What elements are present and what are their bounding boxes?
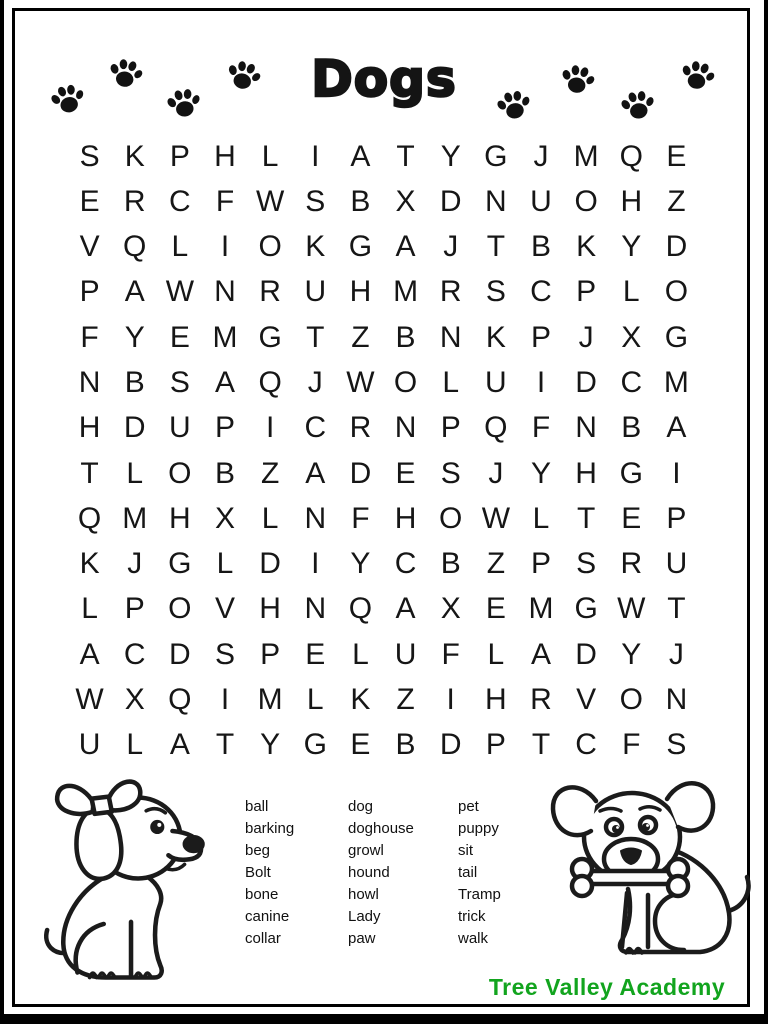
grid-letter-r14c3: A — [169, 728, 190, 762]
word-item: growl — [348, 842, 384, 859]
grid-letter-r11c6: N — [304, 592, 327, 626]
grid-letter-r1c3: P — [169, 139, 190, 173]
grid-letter-r1c2: K — [124, 139, 145, 173]
grid-letter-r4c11: C — [530, 275, 552, 309]
grid-letter-r3c10: T — [486, 230, 506, 264]
grid-letter-r10c9: B — [440, 547, 461, 581]
grid-letter-r13c3: Q — [168, 683, 192, 717]
grid-letter-r1c8: T — [396, 139, 415, 173]
grid-letter-r6c7: W — [346, 366, 375, 400]
grid-letter-r2c4: F — [215, 184, 235, 218]
grid-letter-r8c13: G — [619, 456, 643, 490]
grid-letter-r9c13: E — [621, 501, 642, 535]
grid-letter-r10c12: S — [576, 547, 597, 581]
grid-letter-r8c7: D — [349, 456, 372, 490]
grid-letter-r5c8: B — [395, 320, 416, 354]
word-list-column-1 — [245, 796, 294, 950]
grid-letter-r5c2: Y — [124, 320, 145, 354]
grid-letter-r1c10: G — [484, 139, 508, 173]
grid-letter-r3c6: K — [305, 230, 326, 264]
grid-letter-r13c10: H — [485, 683, 507, 717]
word-item: collar — [245, 930, 281, 947]
grid-letter-r7c3: U — [169, 411, 191, 445]
grid-letter-r6c12: D — [575, 366, 597, 400]
grid-letter-r7c2: D — [123, 411, 146, 445]
paw-print-icon — [615, 83, 659, 127]
word-item: trick — [458, 908, 486, 925]
word-item: walk — [458, 930, 489, 947]
grid-letter-r8c2: L — [126, 456, 144, 490]
grid-letter-r8c9: S — [440, 456, 461, 490]
grid-letter-r10c5: D — [259, 547, 281, 581]
word-item: Lady — [348, 908, 381, 925]
grid-letter-r4c1: P — [79, 275, 100, 309]
puzzle-title: Dogs — [311, 50, 457, 108]
word-item: pet — [458, 798, 479, 815]
word-item: doghouse — [348, 820, 414, 837]
word-item: Bolt — [245, 864, 271, 881]
grid-letter-r3c11: B — [530, 230, 551, 264]
grid-letter-r9c1: Q — [77, 501, 102, 535]
grid-letter-r10c14: U — [665, 547, 688, 581]
grid-letter-r13c1: W — [75, 683, 104, 717]
grid-letter-r14c6: G — [303, 728, 327, 762]
grid-letter-r4c6: U — [304, 275, 327, 309]
grid-letter-r9c3: H — [169, 501, 191, 535]
grid-letter-r3c7: G — [348, 230, 373, 264]
grid-letter-r14c7: E — [350, 728, 371, 762]
grid-letter-r2c13: H — [620, 184, 643, 218]
grid-letter-r12c12: D — [575, 637, 597, 671]
grid-letter-r7c1: H — [78, 411, 101, 445]
word-item: canine — [245, 908, 290, 925]
grid-letter-r2c7: B — [350, 184, 371, 218]
grid-letter-r9c8: H — [394, 501, 417, 535]
word-item: paw — [348, 930, 376, 947]
grid-letter-r11c8: A — [395, 592, 416, 626]
grid-letter-r6c9: L — [442, 366, 460, 400]
grid-letter-r5c14: G — [664, 320, 689, 354]
grid-letter-r1c11: J — [533, 139, 549, 173]
grid-letter-r2c5: W — [255, 184, 285, 218]
grid-letter-r7c12: N — [575, 411, 597, 445]
grid-letter-r10c1: K — [79, 547, 100, 581]
grid-letter-r2c2: R — [123, 184, 146, 218]
grid-letter-r1c6: I — [311, 139, 320, 173]
grid-letter-r2c1: E — [79, 184, 100, 218]
grid-letter-r13c12: V — [576, 683, 597, 717]
grid-letter-r7c11: F — [531, 411, 551, 445]
puppy-with-bone-illustration — [532, 766, 752, 964]
grid-letter-r2c3: C — [169, 184, 191, 218]
grid-letter-r8c1: T — [80, 456, 99, 490]
word-item: howl — [348, 886, 379, 903]
grid-letter-r11c14: T — [667, 592, 686, 626]
grid-letter-r12c11: A — [530, 637, 551, 671]
grid-letter-r4c2: A — [124, 275, 145, 309]
grid-letter-r8c6: A — [305, 456, 326, 490]
grid-letter-r10c6: I — [311, 547, 320, 581]
grid-letter-r13c6: L — [306, 683, 324, 717]
grid-letter-r4c14: O — [664, 275, 689, 309]
grid-letter-r14c13: F — [622, 728, 641, 762]
grid-letter-r4c10: S — [485, 275, 506, 309]
grid-letter-r12c7: L — [352, 637, 369, 671]
grid-letter-r9c7: F — [351, 501, 370, 535]
grid-letter-r11c2: P — [124, 592, 145, 626]
grid-letter-r12c13: Y — [621, 637, 642, 671]
grid-letter-r6c10: U — [485, 366, 507, 400]
grid-letter-r9c14: P — [666, 501, 687, 535]
grid-letter-r8c11: Y — [530, 456, 551, 490]
grid-letter-r1c9: Y — [440, 139, 461, 173]
grid-letter-r10c7: Y — [350, 547, 371, 581]
grid-letter-r11c5: H — [259, 592, 281, 626]
grid-letter-r9c2: M — [122, 501, 148, 535]
word-list-column-3 — [458, 796, 501, 950]
grid-letter-r7c7: R — [349, 411, 372, 445]
grid-letter-r1c1: S — [79, 139, 100, 173]
grid-letter-r11c13: W — [617, 592, 646, 626]
puppy-with-bow-illustration — [33, 770, 225, 988]
grid-letter-r3c3: L — [171, 230, 189, 264]
grid-letter-r12c14: J — [668, 637, 684, 671]
grid-letter-r4c5: R — [259, 275, 281, 309]
grid-letter-r3c13: Y — [621, 230, 642, 264]
grid-letter-r7c14: A — [666, 411, 687, 445]
grid-letter-r13c8: Z — [396, 683, 415, 717]
grid-letter-r11c10: E — [485, 592, 506, 626]
grid-letter-r7c13: B — [621, 411, 642, 445]
paw-print-icon — [555, 57, 599, 101]
grid-letter-r12c10: L — [487, 637, 505, 671]
grid-letter-r2c14: Z — [667, 184, 686, 218]
grid-letter-r5c12: J — [578, 320, 594, 354]
grid-letter-r9c12: T — [576, 501, 596, 535]
grid-letter-r6c13: C — [620, 366, 643, 400]
word-item: puppy — [458, 820, 499, 837]
grid-letter-r13c13: O — [619, 683, 643, 717]
grid-letter-r10c11: P — [530, 547, 551, 581]
grid-letter-r14c8: B — [395, 728, 416, 762]
grid-letter-r14c14: S — [666, 728, 687, 762]
grid-letter-r11c7: Q — [348, 592, 373, 626]
grid-letter-r14c1: U — [78, 728, 101, 762]
grid-letter-r1c7: A — [350, 139, 371, 173]
grid-letter-r4c12: P — [576, 275, 597, 309]
grid-letter-r3c12: K — [576, 230, 597, 264]
grid-letter-r4c9: R — [439, 275, 462, 309]
grid-letter-r4c4: N — [214, 275, 236, 309]
grid-letter-r4c3: W — [165, 275, 195, 309]
grid-letter-r13c5: M — [257, 683, 283, 717]
grid-letter-r10c3: G — [168, 547, 192, 581]
grid-letter-r5c5: G — [258, 320, 282, 354]
grid-letter-r11c9: X — [440, 592, 461, 626]
grid-letter-r9c10: W — [481, 501, 511, 535]
grid-letter-r11c1: L — [81, 592, 98, 626]
grid-letter-r10c13: R — [620, 547, 643, 581]
grid-letter-r14c5: Y — [260, 728, 281, 762]
grid-letter-r1c14: E — [666, 139, 687, 173]
grid-letter-r2c6: S — [305, 184, 326, 218]
word-item: bone — [245, 886, 279, 903]
grid-letter-r14c10: P — [485, 728, 506, 762]
word-item: dog — [348, 798, 374, 815]
grid-letter-r10c4: L — [216, 547, 234, 581]
grid-letter-r8c4: B — [214, 456, 235, 490]
grid-letter-r5c6: T — [306, 320, 325, 354]
grid-letter-r13c4: I — [220, 683, 230, 717]
grid-letter-r5c11: P — [530, 320, 551, 354]
grid-letter-r14c11: T — [531, 728, 551, 762]
grid-letter-r1c12: M — [573, 139, 599, 173]
grid-letter-r3c9: J — [443, 230, 459, 264]
grid-letter-r6c5: Q — [258, 366, 282, 400]
grid-letter-r13c11: R — [530, 683, 552, 717]
grid-letter-r7c5: I — [265, 411, 275, 445]
grid-letter-r3c8: A — [395, 230, 416, 264]
grid-letter-r13c14: N — [665, 683, 688, 717]
grid-letter-r5c7: Z — [351, 320, 370, 354]
grid-letter-r1c4: H — [214, 139, 236, 173]
letter-grid — [67, 134, 699, 768]
grid-letter-r6c8: O — [393, 366, 418, 400]
grid-letter-r8c12: H — [575, 456, 597, 490]
grid-letter-r9c5: L — [261, 501, 279, 535]
grid-letter-r10c8: C — [394, 547, 417, 581]
grid-letter-r12c9: F — [441, 637, 460, 671]
grid-letter-r5c9: N — [439, 320, 462, 354]
grid-letter-r12c3: D — [169, 637, 191, 671]
grid-letter-r13c9: I — [446, 683, 455, 717]
grid-letter-r12c6: E — [305, 637, 326, 671]
grid-letter-r1c13: Q — [619, 139, 643, 173]
grid-letter-r6c14: M — [663, 366, 689, 400]
paw-print-icon — [103, 51, 147, 95]
grid-letter-r6c6: J — [307, 366, 323, 400]
grid-letter-r10c2: J — [127, 547, 143, 581]
grid-letter-r12c5: P — [260, 637, 281, 671]
grid-letter-r7c10: Q — [484, 411, 508, 445]
grid-letter-r9c4: X — [214, 501, 235, 535]
grid-letter-r5c4: M — [212, 320, 238, 354]
grid-letter-r5c1: F — [80, 320, 99, 354]
grid-letter-r8c3: O — [168, 456, 192, 490]
grid-letter-r2c9: D — [439, 184, 462, 218]
grid-letter-r9c6: N — [304, 501, 327, 535]
brand-name: Tree Valley Academy — [488, 974, 726, 1000]
grid-letter-r8c14: I — [672, 456, 681, 490]
grid-letter-r6c3: S — [169, 366, 190, 400]
grid-letter-r5c10: K — [485, 320, 506, 354]
grid-letter-r6c2: B — [124, 366, 145, 400]
paw-print-icon — [161, 81, 205, 125]
word-item: barking — [245, 820, 295, 837]
word-item: ball — [245, 798, 269, 815]
grid-letter-r11c11: M — [528, 592, 554, 626]
grid-letter-r8c10: J — [488, 456, 504, 490]
grid-letter-r14c4: T — [215, 728, 235, 762]
grid-letter-r4c7: H — [349, 275, 372, 309]
grid-letter-r5c3: E — [169, 320, 190, 354]
grid-letter-r11c4: V — [214, 592, 235, 626]
grid-letter-r13c2: X — [124, 683, 145, 717]
word-item: Tramp — [458, 886, 501, 903]
grid-letter-r3c1: V — [79, 230, 100, 264]
grid-letter-r2c10: N — [485, 184, 507, 218]
grid-letter-r3c5: O — [258, 230, 282, 264]
word-item: tail — [458, 864, 478, 881]
grid-letter-r14c2: L — [126, 728, 144, 762]
word-list-column-2 — [348, 796, 414, 950]
grid-letter-r14c12: C — [575, 728, 597, 762]
grid-letter-r13c7: K — [350, 683, 371, 717]
grid-letter-r2c12: O — [574, 184, 598, 218]
grid-letter-r12c8: U — [394, 637, 417, 671]
grid-letter-r3c14: D — [665, 230, 688, 264]
word-item: sit — [458, 842, 473, 859]
grid-letter-r5c13: X — [621, 320, 642, 354]
grid-letter-r7c9: P — [440, 411, 461, 445]
grid-letter-r3c4: I — [220, 230, 230, 264]
grid-letter-r6c11: I — [536, 366, 546, 400]
word-item: beg — [245, 842, 271, 859]
paw-print-icon — [674, 52, 719, 97]
grid-letter-r7c4: P — [214, 411, 235, 445]
grid-letter-r6c4: A — [214, 366, 235, 400]
grid-letter-r7c8: N — [394, 411, 417, 445]
paw-print-icon — [490, 82, 535, 127]
grid-letter-r12c2: C — [123, 637, 146, 671]
grid-letter-r4c13: L — [622, 275, 640, 309]
grid-letter-r8c8: E — [395, 456, 416, 490]
grid-letter-r2c8: X — [395, 184, 416, 218]
grid-letter-r9c11: L — [532, 501, 550, 535]
grid-letter-r14c9: D — [439, 728, 462, 762]
grid-letter-r11c12: G — [574, 592, 598, 626]
grid-letter-r2c11: U — [530, 184, 552, 218]
grid-letter-r7c6: C — [304, 411, 327, 445]
grid-letter-r9c9: O — [439, 501, 463, 535]
grid-letter-r12c1: A — [79, 637, 100, 671]
grid-letter-r3c2: Q — [123, 230, 147, 264]
grid-letter-r1c5: L — [261, 139, 279, 173]
grid-letter-r12c4: S — [214, 637, 235, 671]
grid-letter-r11c3: O — [168, 592, 192, 626]
grid-letter-r6c1: N — [78, 366, 101, 400]
word-item: hound — [348, 864, 390, 881]
grid-letter-r4c8: M — [393, 275, 419, 309]
grid-letter-r10c10: Z — [486, 547, 506, 581]
grid-letter-r8c5: Z — [260, 456, 280, 490]
